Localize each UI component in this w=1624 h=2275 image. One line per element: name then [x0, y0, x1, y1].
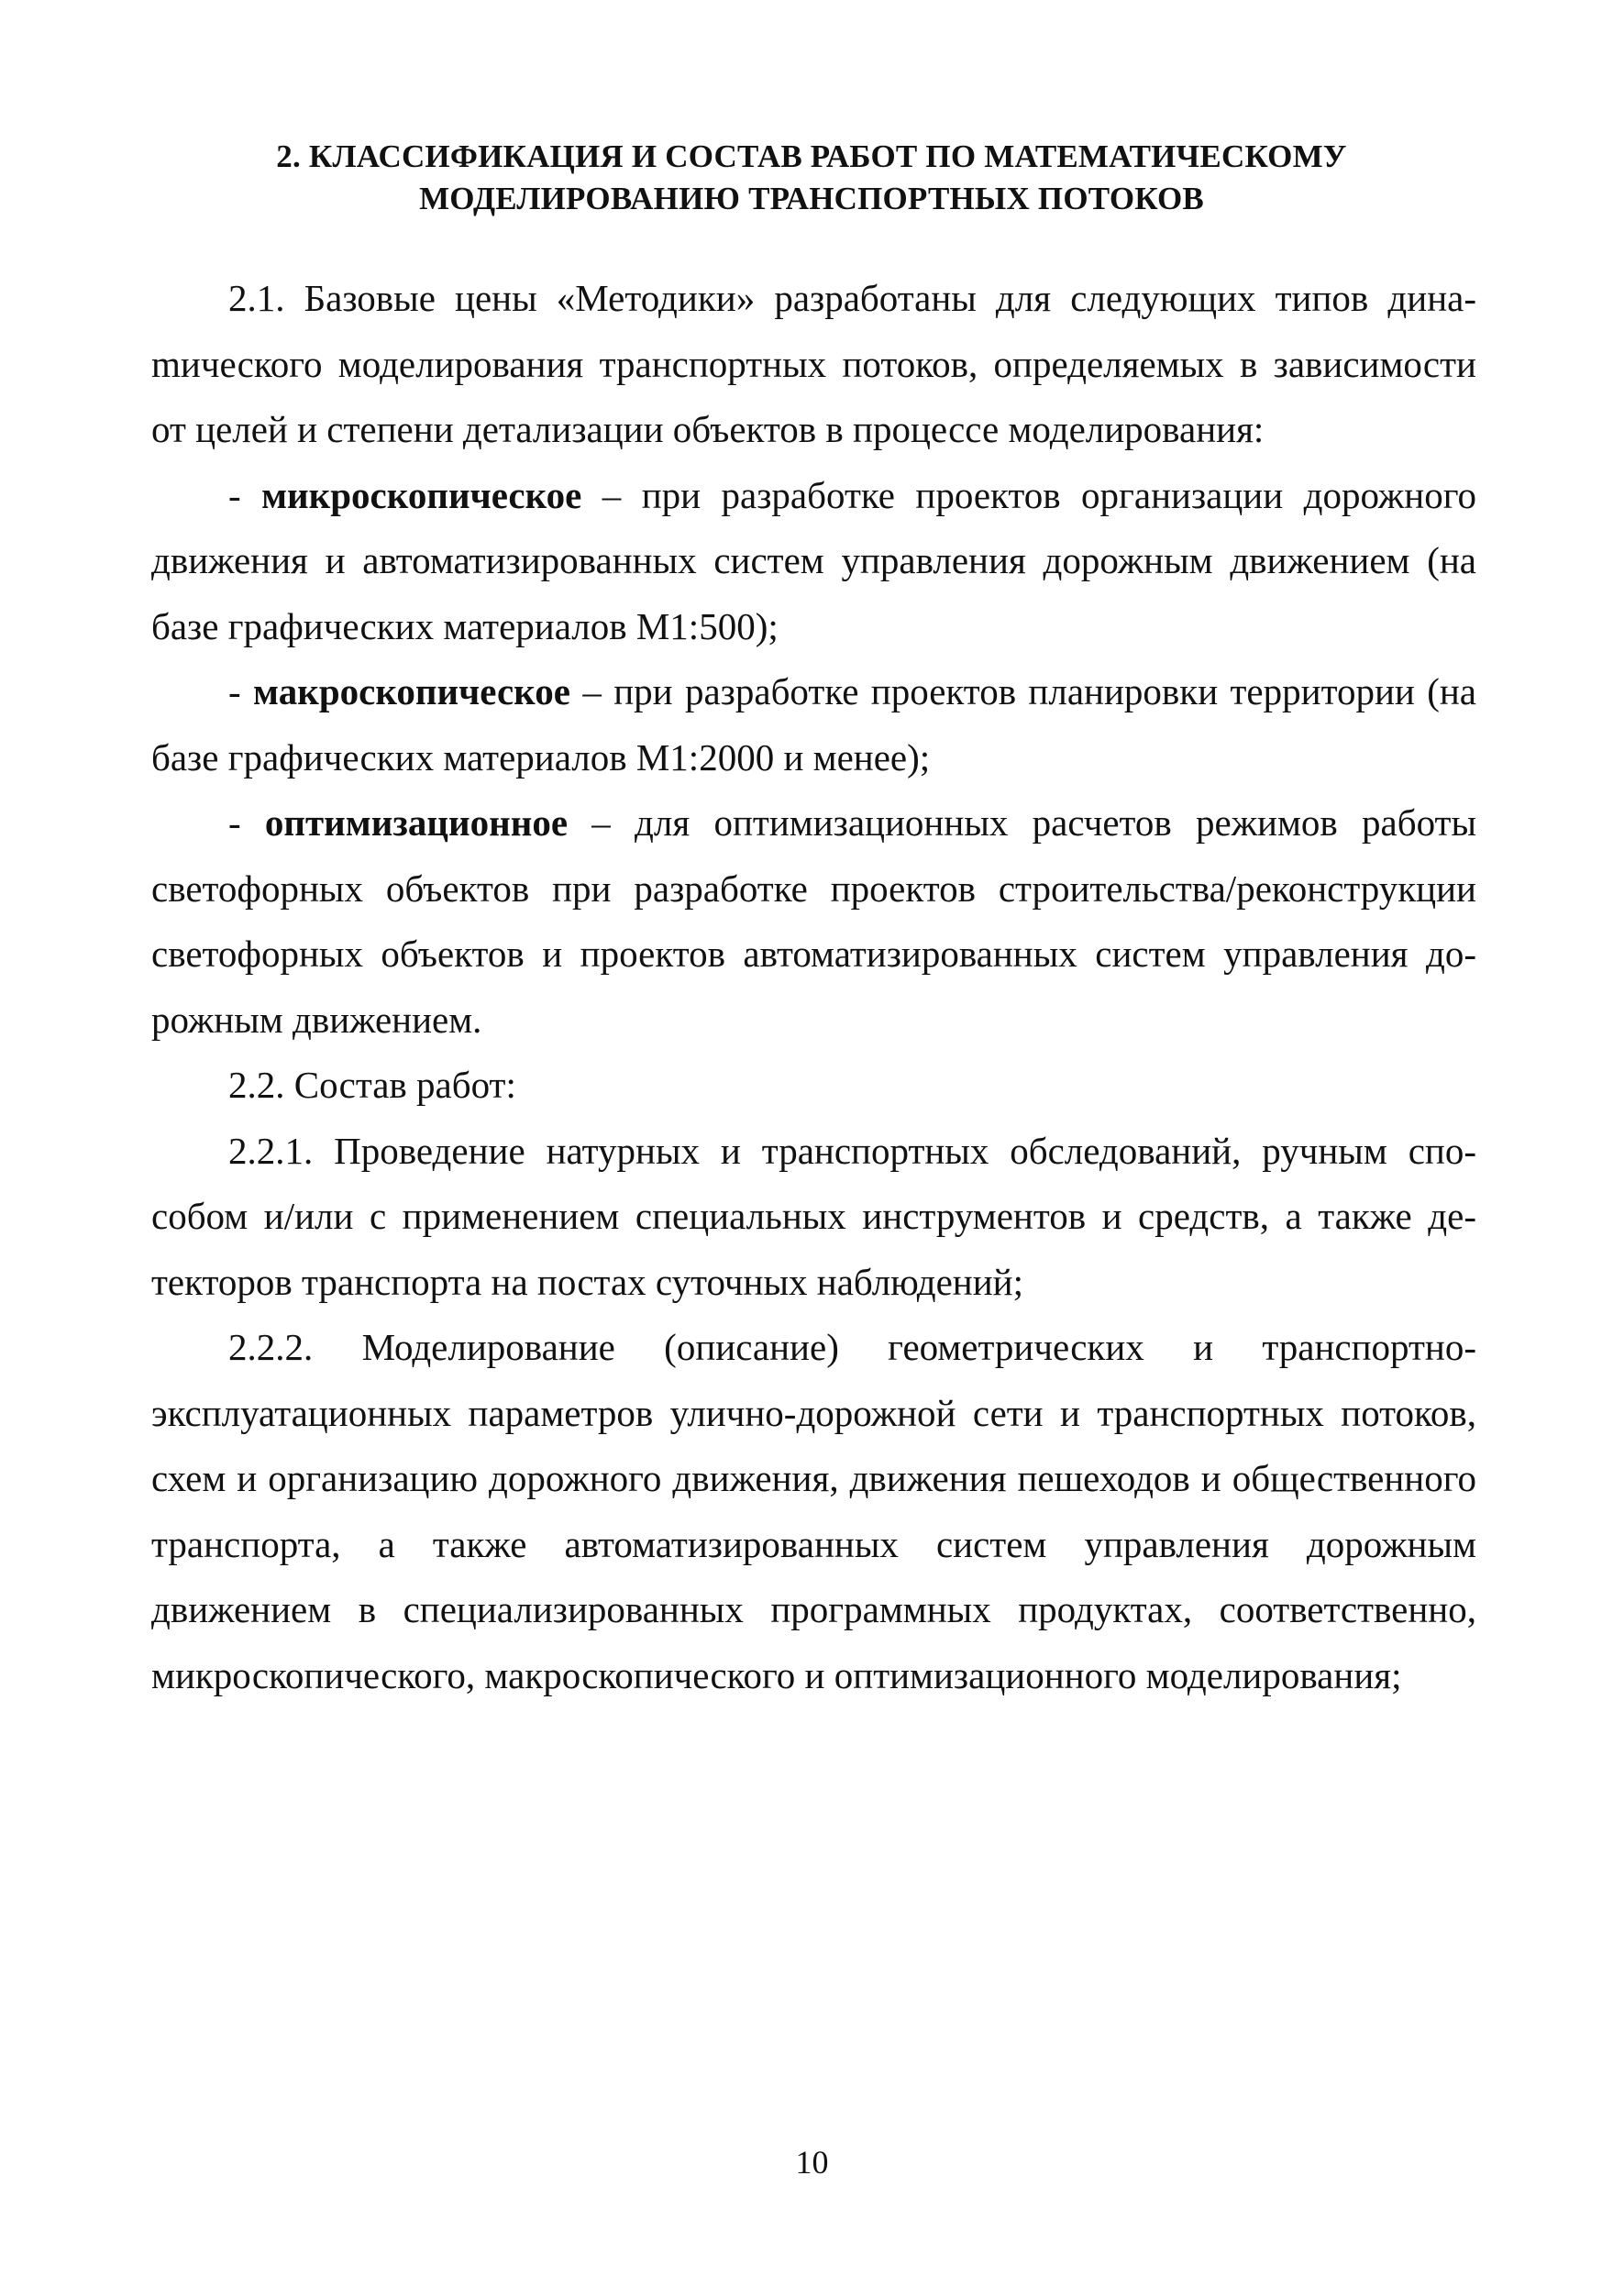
- body-text: [151, 266, 1476, 1708]
- paragraph-2-1: 2.1. Базовые цены «Методики» разработаны для следующих типов динаmического моделирования транспортных потоков, определяемых в зависимости от целей и степени детализации объектов в процессе моделирования:: [151, 277, 1476, 450]
- list-dash: -: [228, 801, 265, 844]
- definition-microscopic: – при разработке проектов организации дорожного движения и автоматизированных систем управления дорожным движением (на базе графических материалов М1:500);: [151, 473, 1476, 647]
- section-heading: [147, 136, 1476, 220]
- list-dash: -: [228, 473, 262, 516]
- term-macroscopic: макроскопическое: [253, 670, 570, 712]
- paragraph-macroscopic: [151, 659, 1476, 790]
- paragraph-2-2: 2.2. Состав работ:: [228, 1064, 516, 1106]
- definition-optimization: – для оптимизационных расчетов режимов работы светофорных объектов при разработке проектов строительства/реконструкции светофорных объектов и проектов автоматизированных систем управления дорожным движением.: [151, 801, 1477, 1041]
- definition-macroscopic: – при разработке проектов планировки территории (на базе графических материалов М1:2000 и менее);: [151, 670, 1477, 779]
- term-microscopic: микроскопическое: [261, 473, 582, 516]
- paragraph-optimization: [151, 790, 1476, 1053]
- paragraph-microscopic: [151, 463, 1476, 660]
- list-dash: -: [228, 670, 254, 712]
- section-heading-line-1: 2. КЛАССИФИКАЦИЯ И СОСТАВ РАБОТ ПО МАТЕМАТИЧЕСКОМУ: [276, 138, 1347, 174]
- section-heading-line-2: МОДЕЛИРОВАНИЮ ТРАНСПОРТНЫХ ПОТОКОВ: [419, 181, 1204, 216]
- paragraph-2-2-1: 2.2.1. Проведение натурных и транспортных обследований, ручным способом и/или с применением специальных инструментов и средств, а также детекторов транспорта на постах суточных наблюдений;: [151, 1129, 1476, 1303]
- page-number: 10: [795, 2144, 829, 2181]
- paragraph-2-2-2: 2.2.2. Моделирование (описание) геометрических и транспортно-эксплуатационных параметров улично-дорожной сети и транспортных потоков, схем и организацию дорожного движения, движения пешеходов и общественного транспорта, а также автоматизированных систем управления дорожным движением в специализированных программных продуктах, соответственно, микроскопического, макроскопического и оптимизационного моделирования;: [151, 1326, 1476, 1696]
- term-optimization: оптимизационное: [264, 801, 569, 844]
